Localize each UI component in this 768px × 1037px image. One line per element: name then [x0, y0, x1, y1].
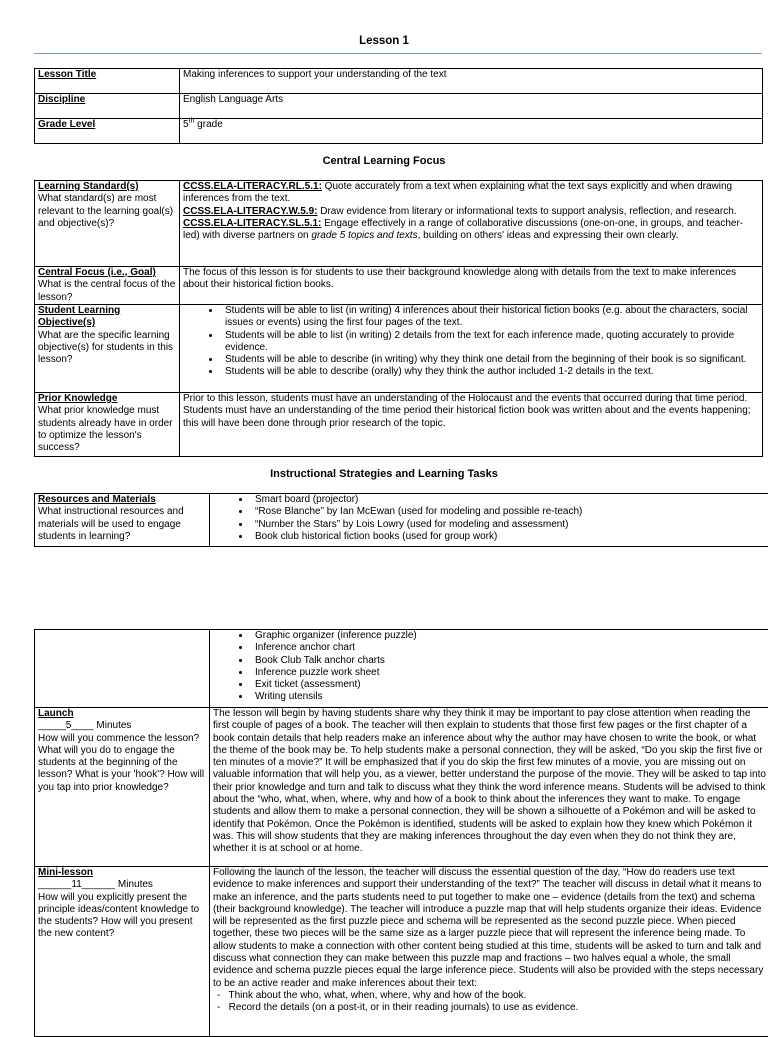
resources-list: [213, 494, 768, 543]
objectives-label-cell: [35, 305, 180, 393]
central-focus-label-cell: [35, 267, 180, 305]
minilesson-label: Mini-lesson: [38, 867, 206, 879]
list-item: • Graphic organizer (inference puzzle): [251, 630, 768, 642]
list-item: • Students will be able to list (in writing) 2 details from the text for each inference made, quoting accurately to provide evidence.: [221, 330, 759, 355]
resources-label: Resources and Materials: [38, 494, 206, 506]
minilesson-label-cell: [35, 867, 210, 1037]
list-item: • Students will be able to list (in writing) 4 inferences about their historical fiction books (e.g. about the characters, social issues or events) using the first four pages of the text.: [221, 305, 759, 330]
table-row: [35, 119, 763, 144]
resources-continued-label-cell: [35, 630, 210, 708]
resources-question: What instructional resources and materials will be used to engage students in learning?: [38, 506, 206, 543]
list-item: • Students will be able to describe (in writing) why they think one detail from the beginning of their book is so significant.: [221, 354, 759, 366]
standard-item: CCSS.ELA-LITERACY.W.5.9: Draw evidence from literary or informational texts to support analysis, reflection, and research.: [183, 206, 759, 218]
page-title: Lesson 1: [0, 35, 768, 47]
minilesson-cell: [210, 867, 768, 1037]
table-row: [35, 867, 768, 1037]
table-row: [35, 267, 763, 305]
objectives-label: Student Learning Objective(s): [38, 305, 176, 330]
standards-label-cell: [35, 181, 180, 267]
objectives-question: What are the specific learning objective(s) for students in this lesson?: [38, 330, 176, 367]
table-row: [35, 494, 768, 547]
title-divider: [34, 53, 762, 54]
central-focus-question: What is the central focus of the lesson?: [38, 279, 176, 304]
resources-continued-cell: [210, 630, 768, 708]
grade-level-label: Grade Level: [35, 119, 180, 144]
prior-knowledge-text: Prior to this lesson, students must have an understanding of the Holocaust and the events that occurred during that time period. Students must have an understanding of the time period their historical fiction book was written about and the events happening; this will have been done through prior research of the topic.: [180, 393, 763, 457]
list-item: • Smart board (projector): [251, 494, 768, 506]
resources-list-cell: [210, 494, 768, 547]
table-row: [35, 305, 763, 393]
central-focus-table: [34, 180, 763, 457]
list-item: • “Number the Stars” by Lois Lowry (used for modeling and assessment): [251, 519, 768, 531]
prior-knowledge-label: Prior Knowledge: [38, 393, 176, 405]
table-row: [35, 630, 768, 708]
standards-label: Learning Standard(s): [38, 181, 176, 193]
list-item: • Book Club Talk anchor charts: [251, 655, 768, 667]
launch-minutes: _____5____ Minutes: [38, 720, 206, 732]
lesson-title-label: Lesson Title: [35, 69, 180, 94]
central-focus-label: Central Focus (i.e., Goal): [38, 267, 176, 279]
standard-item: CCSS.ELA-LITERACY.SL.5.1: Engage effectively in a range of collaborative discussions (one-on-one, in groups, and teacher-led) with diverse partners on grade 5 topics and texts, building on others' ideas and expressing their own clearly.: [183, 218, 759, 243]
table-row: [35, 708, 768, 867]
standards-value-cell: [180, 181, 763, 267]
grade-level-value: 5th grade: [180, 119, 763, 144]
list-item: • Writing utensils: [251, 691, 768, 703]
list-item: • “Rose Blanche” by Ian McEwan (used for modeling and possible re-teach): [251, 506, 768, 518]
central-focus-text: The focus of this lesson is for students to use their background knowledge along with details from the text to make inferences about their historical fiction books.: [180, 267, 763, 305]
table-row: [35, 69, 763, 94]
objectives-list-cell: [180, 305, 763, 393]
list-item: - Record the details (on a post-it, or in their reading journals) to use as evidence.: [213, 1002, 768, 1014]
objectives-list: [183, 305, 759, 379]
discipline-value: English Language Arts: [180, 94, 763, 119]
lesson-info-table: [34, 68, 763, 144]
resources-continued-list: [213, 630, 768, 704]
list-item: • Exit ticket (assessment): [251, 679, 768, 691]
prior-knowledge-question: What prior knowledge must students already have in order to optimize the lesson's success?: [38, 405, 176, 454]
table-row: [35, 181, 763, 267]
launch-label-cell: [35, 708, 210, 867]
prior-knowledge-label-cell: [35, 393, 180, 457]
list-item: • Inference anchor chart: [251, 642, 768, 654]
minilesson-question: How will you explicitly present the principle ideas/content knowledge to the students? How will you present the new content?: [38, 892, 206, 941]
minilesson-minutes: ______11______ Minutes: [38, 879, 206, 891]
standards-question: What standard(s) are most relevant to the learning goal(s) and objective(s)?: [38, 193, 176, 230]
list-item: • Inference puzzle work sheet: [251, 667, 768, 679]
launch-question: How will you commence the lesson? What will you do to engage the students at the beginning of the lesson? What is your 'hook'? How will you tap into prior knowledge?: [38, 733, 206, 794]
minilesson-text: Following the launch of the lesson, the teacher will discuss the essential question of the day, “How do readers use text evidence to make inferences and support their understanding of the text?” The teacher will discuss in detail what it means to make an inference, and the parts students need to put together to make one – evidence (details from the text) and schema (their background knowledge). The teacher will introduce a puzzle map that will help students organize their ideas. Evidence will be represented as the first puzzle piece and schema will be represented as the second puzzle piece. When pieced together, these two pieces will be the same size as a larger puzzle piece that will represent the inference being made. To allow students to make a connection with other content being studied at this time, students will be asked to turn and talk and discuss what connection they can make between this puzzle map and fractions – two halves equal a whole, the small evidence and schema puzzle pieces equal the large inference piece. Students will also be provided with the steps necessary to be an active reader and make inferences about their text:: [213, 867, 768, 990]
table-row: [35, 94, 763, 119]
list-item: • Book club historical fiction books (used for group work): [251, 531, 768, 543]
central-focus-heading: Central Learning Focus: [0, 155, 768, 167]
list-item: - Think about the who, what, when, where, why and how of the book.: [213, 990, 768, 1002]
discipline-label: Discipline: [35, 94, 180, 119]
standard-item: CCSS.ELA-LITERACY.RL.5.1: Quote accurately from a text when explaining what the text says explicitly and when drawing inferences from the text.: [183, 181, 759, 206]
strategies-heading: Instructional Strategies and Learning Tasks: [0, 468, 768, 480]
lesson-tasks-table: [34, 629, 768, 1037]
list-item: • Students will be able to describe (orally) why they think the author included 1-2 details in the text.: [221, 366, 759, 378]
table-row: [35, 393, 763, 457]
resources-label-cell: [35, 494, 210, 547]
resources-table: [34, 493, 768, 547]
lesson-title-value: Making inferences to support your understanding of the text: [180, 69, 763, 94]
launch-text: The lesson will begin by having students share why they think it may be important to pay close attention when reading the first couple of pages of a book. The teacher will then explain to students that those first few pages or the first chapter of a book contain details that help readers make an inference about why the author may have chosen to write the book, or what the theme of the book may be. To help students make a personal connection, they will be asked, “Do you skip the first five or ten minutes of a movie?” It will be emphasized that if you do skip the first few minutes of a movie, you are missing out on valuable information that will help you, as a viewer, better understand the purpose of the movie. They will be asked to tap into their prior knowledge and turn and talk to discuss what they think the word inference means. Students will be advised to think about the “who, what, when, where, why and how of a book to think about the inferences they want to make. To engage students and allow them to make a personal connection, they will be shown a silhouette of a Pokémon and will be asked to identify that Pokémon. Once the Pokémon is identified, students will be asked to explain how they knew which Pokémon it was. This will show students that they are making inferences throughout the day even when they do not think they are, whether it is at school or at home.: [210, 708, 768, 867]
minilesson-steps: [213, 990, 768, 1015]
launch-label: Launch: [38, 708, 206, 720]
